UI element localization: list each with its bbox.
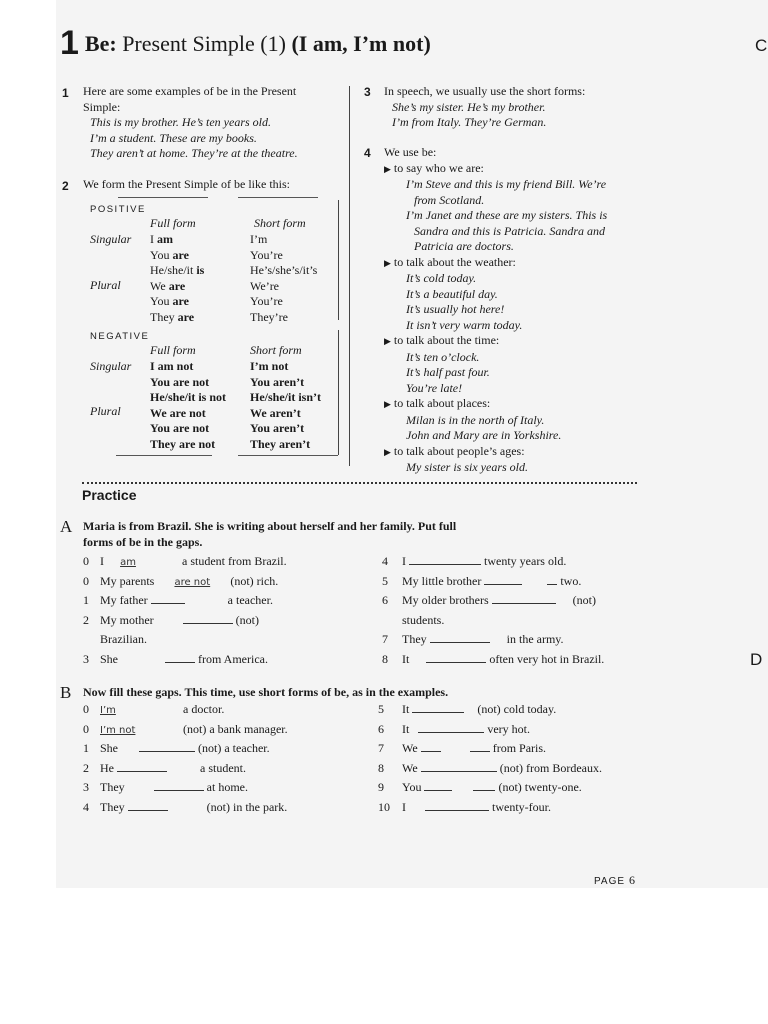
exercise-b-left-column <box>83 702 288 820</box>
answer-gap[interactable] <box>151 593 185 604</box>
handwritten-answer: I’m not <box>100 724 136 736</box>
exercise-item: 7 We from Paris. <box>378 741 547 756</box>
use-example: John and Mary are in Yorkshire. <box>406 428 562 442</box>
page-title <box>60 24 431 63</box>
use-example: from Scotland. <box>414 192 485 207</box>
exercise-item: 5 It (not) cold today. <box>378 702 557 716</box>
arrow-icon: ▶ <box>384 399 391 409</box>
col-full-form: Full form <box>150 343 196 357</box>
exercise-item: 1 She (not) a teacher. <box>83 741 270 756</box>
negative-full: You are not <box>150 421 210 435</box>
exercise-a-right-column <box>382 554 604 672</box>
negative-full: He/she/it is not <box>150 390 227 404</box>
title-paren: (I am, I’m not) <box>291 30 431 56</box>
section-1-example: They aren’t at home. They’re at the theatre. <box>90 146 298 160</box>
dotted-divider <box>82 482 637 484</box>
section-1-line: Here are some examples of be in the Present <box>83 84 297 98</box>
positive-short: You’re <box>250 294 283 308</box>
title-rest: Present Simple (1) <box>122 30 286 56</box>
section-1-example: This is my brother. He’s ten years old. <box>90 115 271 129</box>
exercise-item: 2 He a student. <box>83 760 246 775</box>
exercise-item: students. <box>402 612 445 627</box>
use-label: to talk about the time: <box>393 333 500 347</box>
handwritten-answer: I’m <box>100 705 116 716</box>
section-4-intro: We use be: <box>384 145 437 159</box>
exercise-item: 10 I twenty-four. <box>378 799 551 814</box>
exercise-item: 0 I’m a doctor. <box>83 702 225 716</box>
arrow-icon: ▶ <box>384 446 391 457</box>
negative-label: NEGATIVE <box>90 331 150 342</box>
answer-gap[interactable] <box>412 702 464 713</box>
exercise-item: 6 It very hot. <box>378 721 530 736</box>
answer-gap[interactable] <box>425 800 489 811</box>
answer-gap[interactable] <box>492 593 556 604</box>
answer-gap[interactable] <box>473 780 495 791</box>
negative-short: They aren’t <box>250 436 311 451</box>
section-1-example: I’m a student. These are my books. <box>90 130 257 145</box>
exercise-a-instructions <box>83 519 456 550</box>
negative-full: You are not <box>150 374 210 389</box>
negative-full: I am not <box>150 359 194 373</box>
use-example: I’m Janet and these are my sisters. This is <box>406 208 608 222</box>
exercise-item: 2 My mother (not) <box>83 612 259 627</box>
arrow-icon: ▶ <box>384 163 391 174</box>
answer-gap[interactable] <box>128 800 168 811</box>
exercise-b-instructions: Now fill these gaps. This time, use short forms of be, as in the examples. <box>83 685 449 699</box>
col-full-form: Full form <box>150 216 196 230</box>
use-label: to say who we are: <box>393 160 484 175</box>
answer-gap[interactable] <box>430 632 490 643</box>
use-example: It’s half past four. <box>406 365 490 379</box>
section-1-text <box>83 84 298 162</box>
use-example: I’m Steve and this is my friend Bill. We’re <box>406 177 607 191</box>
answer-gap[interactable] <box>470 741 490 752</box>
exercise-item: 6 My older brothers (not) <box>382 593 596 608</box>
use-label: to talk about the weather: <box>393 254 516 269</box>
col-short-form: Short form <box>254 216 306 230</box>
use-example: It isn’t very warm today. <box>406 317 523 332</box>
use-example: Sandra and this is Patricia. Sandra and <box>414 223 606 238</box>
positive-short: I’m <box>250 232 268 246</box>
use-example: My sister is six years old. <box>406 460 528 474</box>
section-3-example: I’m from Italy. They’re German. <box>392 115 547 129</box>
answer-gap[interactable] <box>117 761 167 772</box>
section-3-text <box>384 84 585 131</box>
use-example: It’s usually hot here! <box>406 302 505 316</box>
positive-full: They are <box>150 309 195 324</box>
answer-gap[interactable] <box>484 574 522 585</box>
exercise-item: 0 I am a student from Brazil. <box>83 554 287 568</box>
use-label: to talk about people’s ages: <box>393 443 525 458</box>
answer-gap[interactable] <box>547 574 557 585</box>
edge-letter-d: D <box>750 650 763 669</box>
arrow-icon: ▶ <box>384 257 391 268</box>
edge-letter-c: C <box>755 36 768 55</box>
answer-gap[interactable] <box>426 652 486 663</box>
negative-short: He/she/it isn’t <box>250 390 321 404</box>
handwritten-answer: are not <box>174 576 211 588</box>
positive-full: We are <box>150 278 186 293</box>
singular-label: Singular <box>90 359 132 373</box>
exercise-item: 0 My parents are not (not) rich. <box>83 573 279 588</box>
answer-gap[interactable] <box>421 761 497 772</box>
answer-gap[interactable] <box>418 722 484 733</box>
exercise-b-letter: B <box>60 683 72 702</box>
section-1-number: 1 <box>62 86 69 100</box>
section-4-uses <box>384 161 607 476</box>
exercise-a-left-column <box>83 554 287 672</box>
exercise-item: 0 I’m not (not) a bank manager. <box>83 721 288 736</box>
negative-full: We are not <box>150 405 206 420</box>
exercise-item: 8 It often very hot in Brazil. <box>382 651 605 666</box>
unit-number: 1 <box>60 24 79 62</box>
plural-label: Plural <box>90 278 121 292</box>
negative-short: I’m not <box>250 359 289 373</box>
use-example: You’re late! <box>406 380 463 395</box>
positive-short: He’s/she’s/it’s <box>250 263 318 277</box>
exercise-item: 8 We (not) from Bordeaux. <box>378 760 603 775</box>
positive-short: They’re <box>250 309 288 324</box>
negative-short: We aren’t <box>250 405 301 420</box>
page-number: PAGE 6 <box>594 873 636 887</box>
positive-label: POSITIVE <box>90 204 146 215</box>
exercise-item: 4 I twenty years old. <box>382 554 567 568</box>
exercise-item: 1 My father a teacher. <box>83 593 273 608</box>
positive-short: We’re <box>250 278 280 293</box>
positive-full: I am <box>150 232 173 246</box>
exercise-item: 7 They in the army. <box>382 632 564 647</box>
positive-full: You are <box>150 247 189 262</box>
negative-full-forms <box>150 359 226 452</box>
section-3-number: 3 <box>364 85 371 99</box>
use-example: Milan is in the north of Italy. <box>406 412 545 427</box>
exercise-item: 4 They (not) in the park. <box>83 799 288 814</box>
plural-label: Plural <box>90 404 121 418</box>
answer-gap[interactable] <box>424 780 452 791</box>
use-example: Patricia are doctors. <box>414 239 514 253</box>
exercise-a-instr-line: Maria is from Brazil. She is writing about herself and her family. Put full <box>83 519 457 533</box>
positive-short-forms <box>250 232 317 325</box>
section-1-line: Simple: <box>83 99 121 114</box>
answer-gap[interactable] <box>183 613 233 624</box>
exercise-item: Brazilian. <box>100 632 147 647</box>
title-be: Be: <box>84 30 117 56</box>
use-example: It’s a beautiful day. <box>406 286 498 301</box>
positive-short: You’re <box>250 247 283 262</box>
exercise-a-instr-line: forms of be in the gaps. <box>83 534 203 549</box>
positive-full: You are <box>150 294 189 308</box>
negative-short: You aren’t <box>250 374 305 389</box>
answer-gap[interactable] <box>409 554 481 565</box>
handwritten-answer: am <box>120 557 136 568</box>
section-4-number: 4 <box>364 146 371 160</box>
exercise-item: 3 They at home. <box>83 780 248 795</box>
answer-gap[interactable] <box>421 741 441 752</box>
answer-gap[interactable] <box>139 741 195 752</box>
answer-gap[interactable] <box>165 652 195 663</box>
use-example: It’s ten o’clock. <box>406 349 480 364</box>
section-3-example: She’s my sister. He’s my brother. <box>392 99 546 114</box>
use-label: to talk about places: <box>393 396 491 410</box>
negative-full: They are not <box>150 436 216 451</box>
practice-heading: Practice <box>82 487 137 503</box>
exercise-item: 9 You (not) twenty-one. <box>378 780 582 795</box>
section-2-number: 2 <box>62 179 69 193</box>
positive-full-forms <box>150 232 204 325</box>
answer-gap[interactable] <box>154 780 204 791</box>
negative-short: You aren’t <box>250 421 305 435</box>
exercise-item: 5 My little brother two. <box>382 573 582 588</box>
singular-label: Singular <box>90 232 132 246</box>
negative-short-forms <box>250 359 321 452</box>
section-2-intro: We form the Present Simple of be like this: <box>83 177 290 191</box>
use-example: It’s cold today. <box>406 271 477 285</box>
exercise-a-letter: A <box>60 517 73 536</box>
positive-full: He/she/it is <box>150 263 205 277</box>
col-short-form: Short form <box>250 343 302 357</box>
arrow-icon: ▶ <box>384 336 391 346</box>
section-3-intro: In speech, we usually use the short forms: <box>384 84 586 98</box>
exercise-item: 3 She from America. <box>83 651 268 666</box>
exercise-b-right-column <box>378 702 602 820</box>
